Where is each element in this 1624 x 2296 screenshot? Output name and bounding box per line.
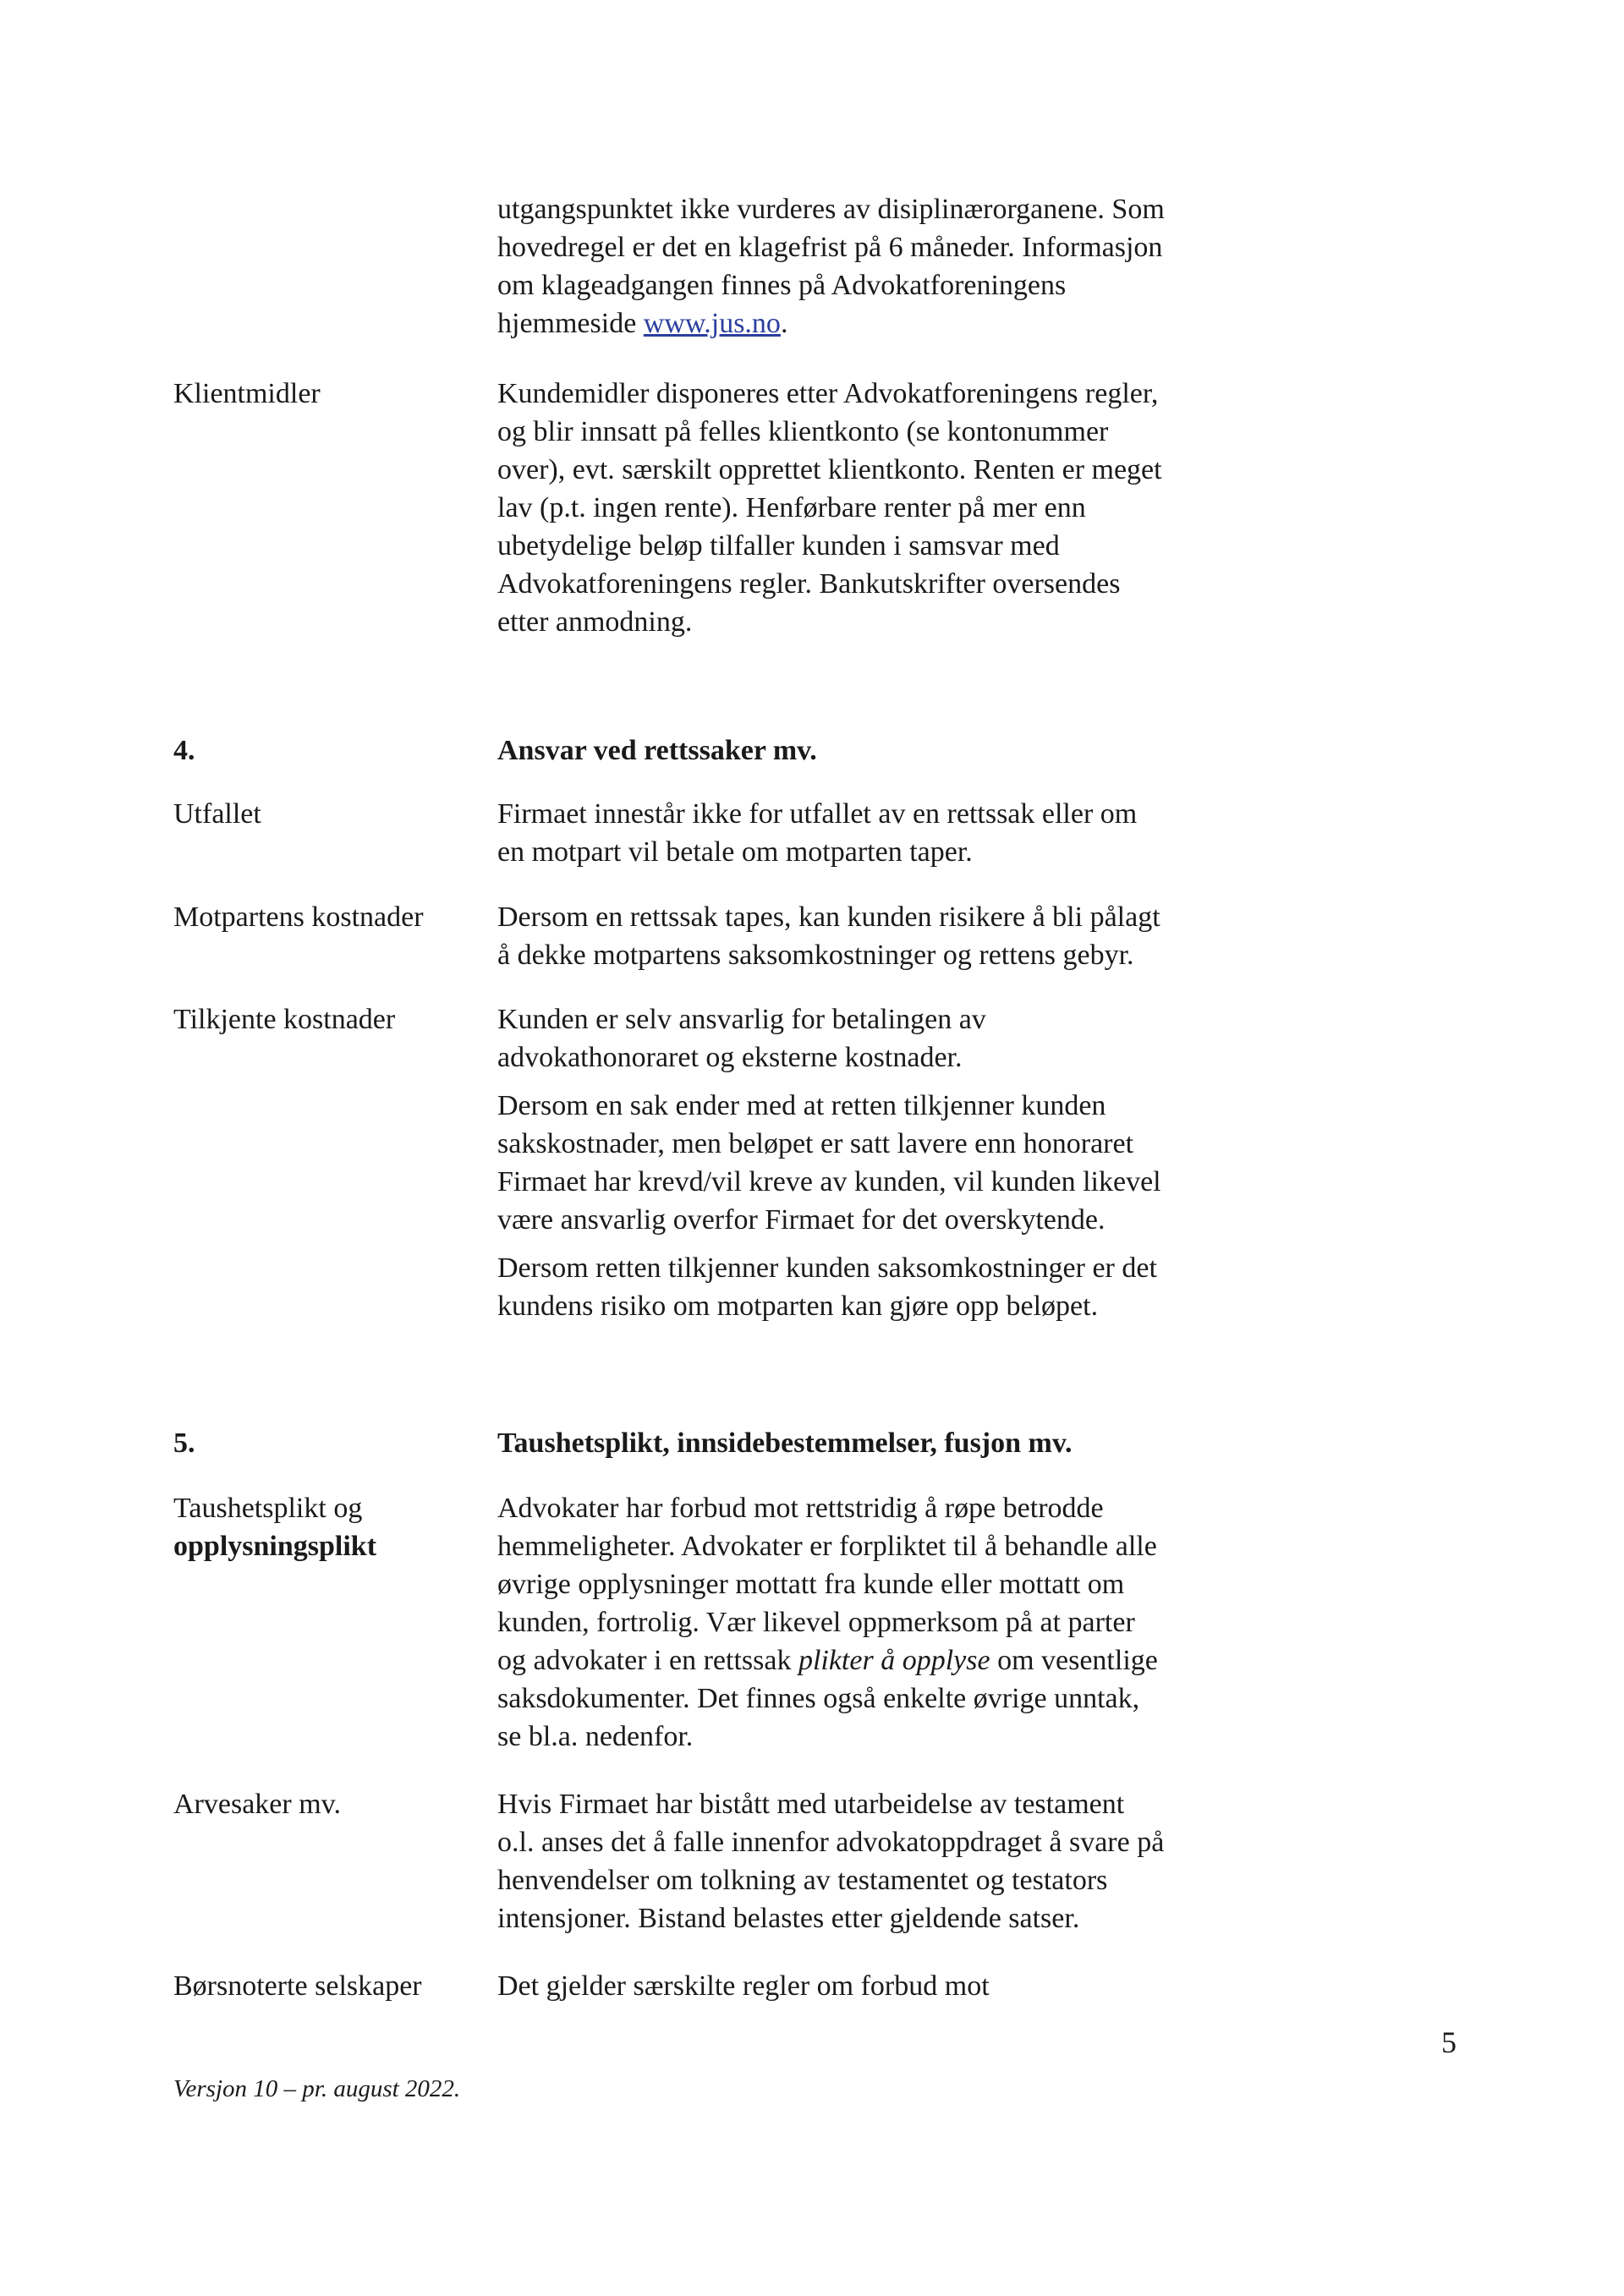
label-line-bold: opplysningsplikt <box>173 1531 377 1562</box>
text-line: kundens risiko om motparten kan gjøre opp beløpet. <box>497 1290 1099 1322</box>
text-line: om klageadgangen finnes på Advokatforeningens <box>497 270 1067 301</box>
text-line: øvrige opplysninger mottatt fra kunde eller mottatt om <box>497 1569 1125 1600</box>
text-line: og blir innsatt på felles klientkonto (se kontonummer <box>497 416 1109 447</box>
arvesaker-text <box>497 1785 1309 1937</box>
borsnoterte-label: Børsnoterte selskaper <box>173 1970 422 2002</box>
text-line: se bl.a. nedenfor. <box>497 1721 694 1752</box>
text-line: Hvis Firmaet har bistått med utarbeidelse av testament <box>497 1789 1125 1820</box>
jus-no-link[interactable]: www.jus.no <box>643 308 781 339</box>
label-line: Taushetsplikt og <box>173 1493 363 1524</box>
text-line: hemmeligheter. Advokater er forpliktet til å behandle alle <box>497 1531 1157 1562</box>
text-line: saksdokumenter. Det finnes også enkelte øvrige unntak, <box>497 1683 1140 1714</box>
motpartens-kostnader-text <box>497 898 1309 974</box>
emphasis-text: plikter å opplyse <box>798 1645 990 1676</box>
klientmidler-label: Klientmidler <box>173 378 321 409</box>
motpartens-kostnader-label: Motpartens kostnader <box>173 901 424 933</box>
text-line: utgangspunktet ikke vurderes av disiplinærorganene. Som <box>497 194 1165 225</box>
text-line: være ansvarlig overfor Firmaet for det overskytende. <box>497 1204 1106 1236</box>
page-number: 5 <box>1441 2025 1457 2059</box>
section-title: Taushetsplikt, innsidebestemmelser, fusjon mv. <box>497 1427 1073 1459</box>
text-line: Kundemidler disponeres etter Advokatforeningens regler, <box>497 378 1159 409</box>
text-line: hovedregel er det en klagefrist på 6 måneder. Informasjon <box>497 232 1163 263</box>
text-line: Firmaet innestår ikke for utfallet av en rettssak eller om <box>497 798 1138 830</box>
section-number: 5. <box>173 1427 195 1459</box>
text-line: Advokatforeningens regler. Bankutskrifter oversendes <box>497 568 1121 600</box>
text-line: intensjoner. Bistand belastes etter gjeldende satser. <box>497 1903 1080 1934</box>
tilkjente-kostnader-label: Tilkjente kostnader <box>173 1004 396 1035</box>
text-line: o.l. anses det å falle innenfor advokatoppdraget å svare på <box>497 1827 1165 1858</box>
text-line: Dersom retten tilkjenner kunden saksomkostninger er det <box>497 1252 1157 1284</box>
text-line: over), evt. særskilt opprettet klientkonto. Renten er meget <box>497 454 1162 485</box>
text-fragment: . <box>780 308 788 339</box>
text-line: å dekke motpartens saksomkostninger og rettens gebyr. <box>497 940 1134 971</box>
text-line <box>497 304 1309 342</box>
taushetsplikt-text <box>497 1489 1309 1756</box>
section-title: Ansvar ved rettssaker mv. <box>497 735 817 766</box>
text-line: Dersom en sak ender med at retten tilkjenner kunden <box>497 1090 1106 1121</box>
text-line: en motpart vil betale om motparten taper. <box>497 836 973 868</box>
klage-continuation-text <box>497 190 1309 342</box>
text-line: sakskostnader, men beløpet er satt lavere enn honoraret <box>497 1128 1134 1159</box>
text-line: Dersom en rettssak tapes, kan kunden risikere å bli pålagt <box>497 901 1160 933</box>
text-line: Firmaet har krevd/vil kreve av kunden, vil kunden likevel <box>497 1166 1161 1197</box>
text-line: lav (p.t. ingen rente). Henførbare renter på mer enn <box>497 492 1086 523</box>
text-line: Kunden er selv ansvarlig for betalingen av <box>497 1004 986 1035</box>
text-line: kunden, fortrolig. Vær likevel oppmerksom på at parter <box>497 1607 1135 1638</box>
borsnoterte-text <box>497 1967 1309 2005</box>
taushetsplikt-label <box>173 1489 486 1565</box>
section-number: 4. <box>173 735 195 766</box>
text-fragment: og advokater i en rettssak <box>497 1645 798 1676</box>
version-footer: Versjon 10 – pr. august 2022. <box>173 2075 461 2102</box>
tilkjente-kostnader-text <box>497 1000 1309 1325</box>
text-line: ubetydelige beløp tilfaller kunden i samsvar med <box>497 530 1060 562</box>
arvesaker-label: Arvesaker mv. <box>173 1789 341 1820</box>
utfallet-label: Utfallet <box>173 798 261 830</box>
klientmidler-text <box>497 375 1309 641</box>
text-fragment: hjemmeside <box>497 308 644 339</box>
text-line: advokathonoraret og eksterne kostnader. <box>497 1042 963 1073</box>
utfallet-text <box>497 795 1309 871</box>
text-line <box>497 1641 1309 1680</box>
text-fragment: om vesentlige <box>990 1645 1158 1676</box>
text-line: etter anmodning. <box>497 606 693 638</box>
text-line: Det gjelder særskilte regler om forbud mot <box>497 1970 990 2002</box>
text-line: Advokater har forbud mot rettstridig å røpe betrodde <box>497 1493 1104 1524</box>
text-line: henvendelser om tolkning av testamentet og testators <box>497 1865 1108 1896</box>
